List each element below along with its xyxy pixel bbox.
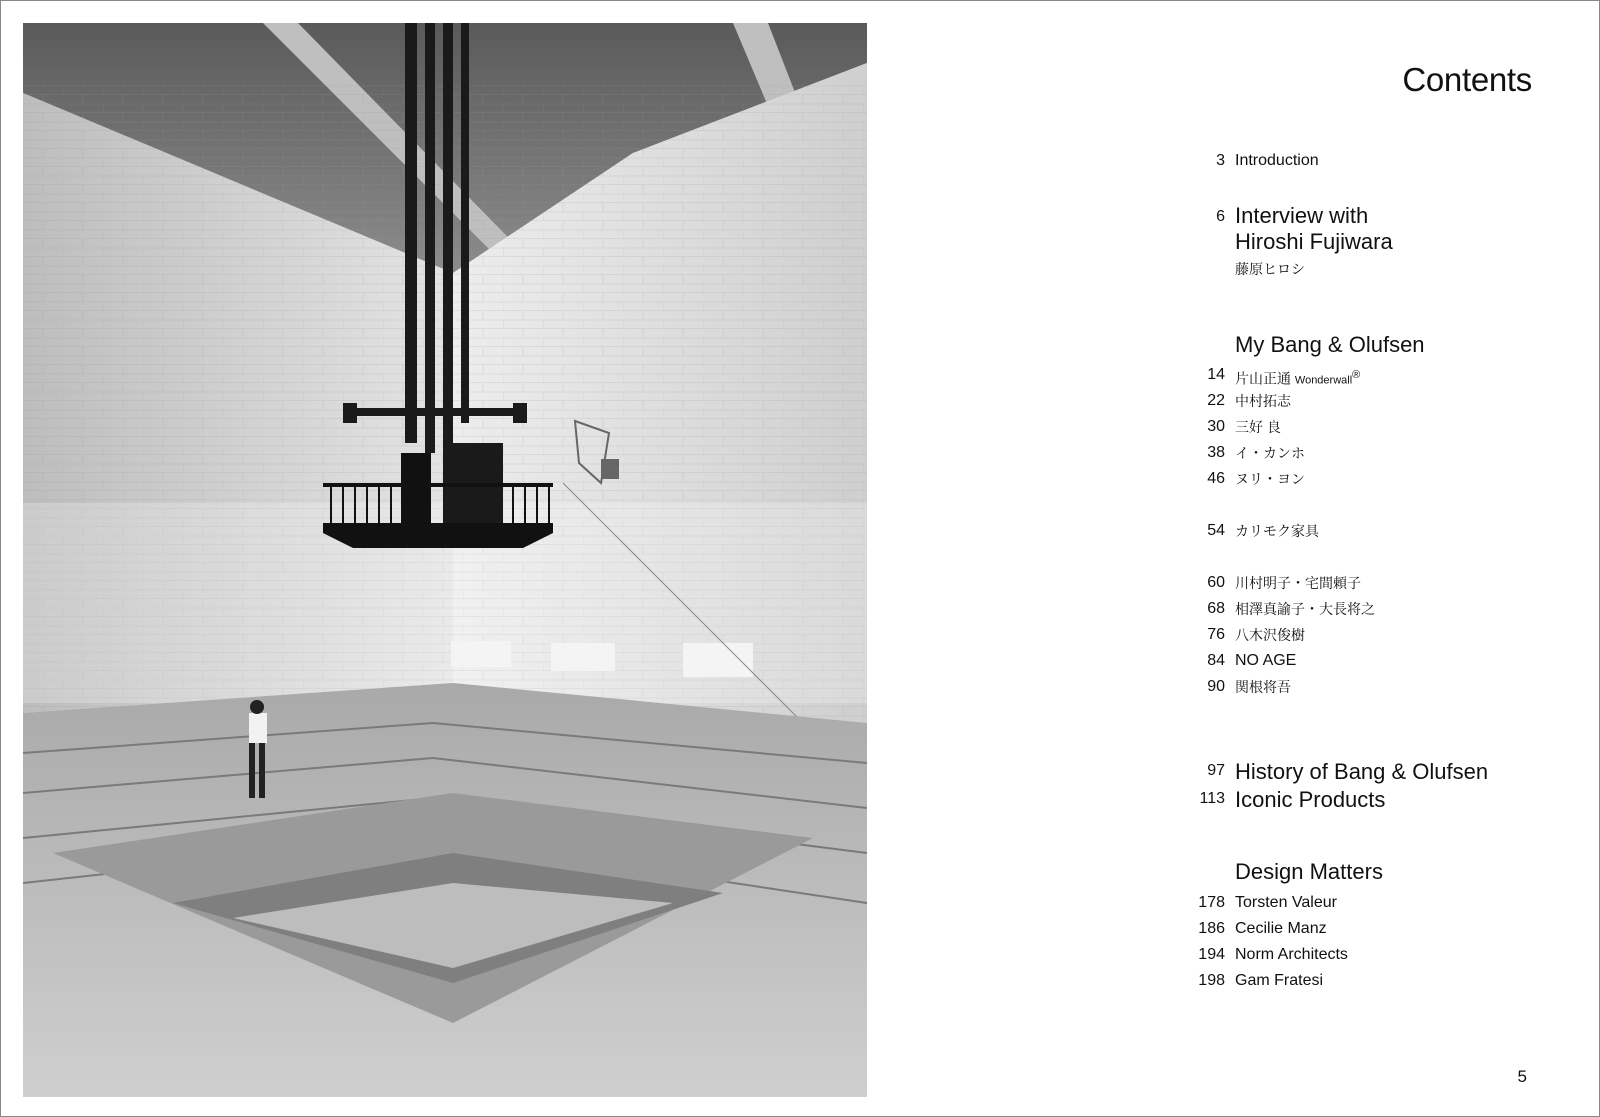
entry-name: Cecilie Manz bbox=[1235, 920, 1327, 937]
page-number: 198 bbox=[1198, 972, 1225, 989]
page-number: 30 bbox=[1207, 418, 1225, 435]
page-number: 194 bbox=[1198, 946, 1225, 963]
page-number: 76 bbox=[1207, 626, 1225, 643]
page-number: 90 bbox=[1207, 678, 1225, 695]
entry-name: 相澤真諭子・大長将之 bbox=[1235, 601, 1375, 617]
contents-heading: Contents bbox=[1402, 61, 1532, 98]
entry-title: Iconic Products bbox=[1235, 787, 1386, 812]
entry-japanese-name: 藤原ヒロシ bbox=[1235, 261, 1305, 277]
entry-name: 関根将吾 bbox=[1235, 679, 1291, 695]
page-number: 14 bbox=[1207, 366, 1225, 383]
page-number: 113 bbox=[1199, 790, 1225, 807]
entry-name: 八木沢俊樹 bbox=[1235, 627, 1305, 643]
entry-name: 三好 良 bbox=[1235, 419, 1281, 435]
entry-name: Gam Fratesi bbox=[1235, 972, 1324, 989]
entry-name: NO AGE bbox=[1235, 652, 1297, 669]
gallery-photograph bbox=[23, 23, 867, 1097]
entry-name: Torsten Valeur bbox=[1235, 894, 1337, 911]
entry-title-line1: Interview with bbox=[1235, 203, 1369, 228]
section-heading: My Bang & Olufsen bbox=[1235, 332, 1425, 357]
page-number: 3 bbox=[1216, 152, 1225, 169]
entry-title: Introduction bbox=[1235, 152, 1319, 169]
page-number: 68 bbox=[1207, 600, 1225, 617]
page-number: 46 bbox=[1207, 470, 1225, 487]
page-number: 38 bbox=[1207, 444, 1225, 461]
entry-name: 中村拓志 bbox=[1235, 393, 1291, 409]
entry-title: History of Bang & Olufsen bbox=[1235, 759, 1489, 784]
entry-name: Norm Architects bbox=[1235, 946, 1348, 963]
page-number: 6 bbox=[1216, 208, 1225, 225]
page-number: 54 bbox=[1207, 522, 1225, 539]
entry-name: カリモク家具 bbox=[1235, 523, 1319, 539]
page-number: 84 bbox=[1207, 652, 1225, 669]
page-number: 186 bbox=[1198, 920, 1225, 937]
entry-name: 片山正通 Wonderwall® bbox=[1235, 369, 1361, 387]
folio-page-number: 5 bbox=[1517, 1067, 1527, 1086]
section-heading: Design Matters bbox=[1235, 859, 1383, 884]
entry-title-line2: Hiroshi Fujiwara bbox=[1235, 229, 1393, 254]
entry-name: ヌリ・ヨン bbox=[1235, 471, 1305, 487]
entry-name: イ・カンホ bbox=[1235, 445, 1305, 461]
page-number: 60 bbox=[1207, 574, 1225, 591]
page-number: 22 bbox=[1207, 392, 1225, 409]
entry-name: 川村明子・宅間頼子 bbox=[1235, 575, 1361, 591]
page-number: 97 bbox=[1207, 762, 1225, 779]
page-number: 178 bbox=[1198, 894, 1225, 911]
